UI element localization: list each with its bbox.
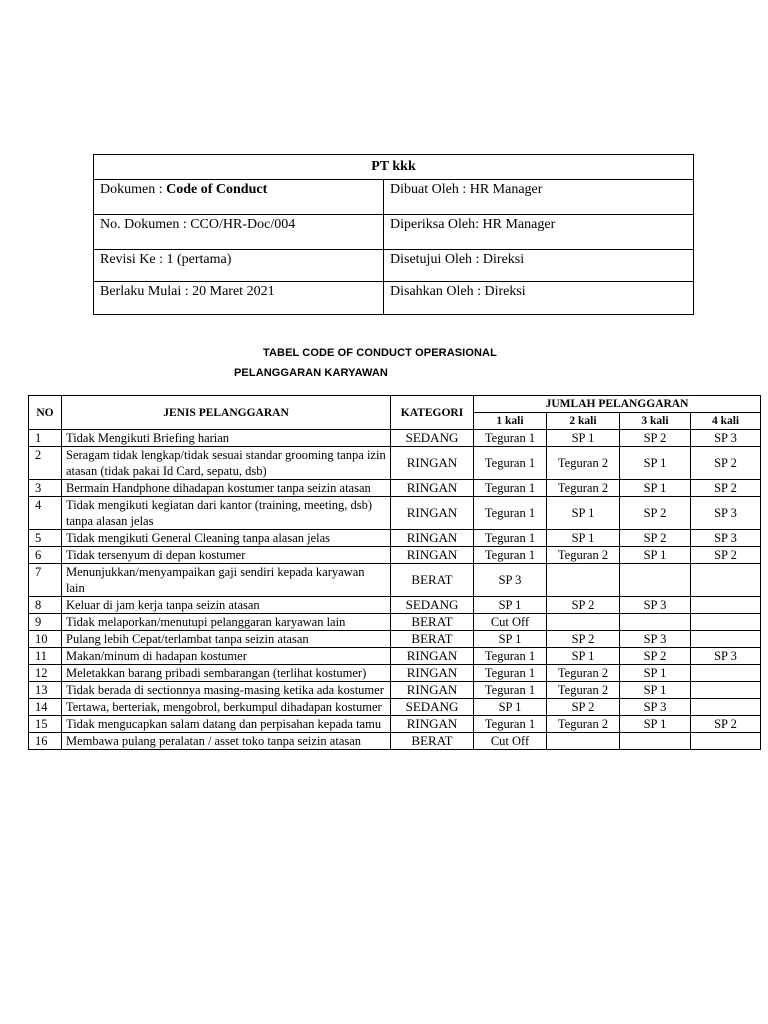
dokumen-label: Dokumen : [100,182,167,197]
table-row [29,480,761,497]
row-kategori: RINGAN [391,497,474,530]
row-number: 10 [29,631,62,648]
row-4-kali: SP 2 [691,547,761,564]
row-jenis-pelanggaran: Makan/minum di hadapan kostumer [62,648,391,665]
disahkan-cell [384,282,694,315]
document-header-table [93,154,694,315]
row-4-kali [691,665,761,682]
row-3-kali: SP 2 [620,430,691,447]
row-number: 11 [29,648,62,665]
row-4-kali [691,733,761,750]
diperiksa-oleh: Diperiksa Oleh: HR Manager [390,217,556,232]
row-number: 5 [29,530,62,547]
table-row [29,631,761,648]
row-3-kali: SP 1 [620,547,691,564]
row-3-kali: SP 3 [620,631,691,648]
row-4-kali: SP 2 [691,716,761,733]
row-3-kali: SP 2 [620,530,691,547]
row-2-kali: Teguran 2 [547,480,620,497]
row-kategori: BERAT [391,733,474,750]
table-row [29,733,761,750]
row-kategori: RINGAN [391,480,474,497]
row-jenis-pelanggaran: Tidak melaporkan/menutupi pelanggaran karyawan lain [62,614,391,631]
row-3-kali: SP 1 [620,682,691,699]
violations-table [28,395,761,750]
row-1-kali: SP 1 [474,597,547,614]
row-4-kali [691,614,761,631]
row-kategori: RINGAN [391,547,474,564]
row-number: 3 [29,480,62,497]
berlaku-mulai: Berlaku Mulai : 20 Maret 2021 [100,284,275,299]
row-3-kali: SP 1 [620,665,691,682]
dibuat-oleh: Dibuat Oleh : HR Manager [390,182,543,197]
row-4-kali: SP 3 [691,530,761,547]
row-number: 7 [29,564,62,597]
row-2-kali: SP 1 [547,430,620,447]
row-jenis-pelanggaran: Tertawa, berteriak, mengobrol, berkumpul dihadapan kostumer [62,699,391,716]
row-2-kali: SP 1 [547,530,620,547]
berlaku-cell [94,282,384,315]
dokumen-cell [94,180,384,215]
row-jenis-pelanggaran: Tidak mengikuti kegiatan dari kantor (training, meeting, dsb) tanpa alasan jelas [62,497,391,530]
row-2-kali [547,564,620,597]
row-1-kali: Teguran 1 [474,648,547,665]
row-jenis-pelanggaran: Menunjukkan/menyampaikan gaji sendiri kepada karyawan lain [62,564,391,597]
row-1-kali: Teguran 1 [474,716,547,733]
violations-table-body [29,430,761,750]
table-row [29,497,761,530]
row-2-kali: SP 2 [547,699,620,716]
row-4-kali: SP 2 [691,480,761,497]
row-2-kali [547,733,620,750]
row-kategori: RINGAN [391,447,474,480]
row-3-kali: SP 2 [620,497,691,530]
row-3-kali: SP 3 [620,699,691,716]
row-4-kali: SP 3 [691,497,761,530]
row-number: 14 [29,699,62,716]
row-jenis-pelanggaran: Seragam tidak lengkap/tidak sesuai standar grooming tanpa izin atasan (tidak pakai Id Card, sepatu, dsb) [62,447,391,480]
row-1-kali: Teguran 1 [474,682,547,699]
row-2-kali: SP 1 [547,497,620,530]
row-1-kali: Teguran 1 [474,547,547,564]
table-row [29,430,761,447]
diperiksa-cell [384,215,694,250]
row-kategori: BERAT [391,614,474,631]
dibuat-cell [384,180,694,215]
row-jenis-pelanggaran: Tidak mengucapkan salam datang dan perpisahan kepada tamu [62,716,391,733]
row-number: 8 [29,597,62,614]
row-2-kali: SP 2 [547,631,620,648]
header-jumlah-pelanggaran: JUMLAH PELANGGARAN [474,396,761,413]
revisi-ke: Revisi Ke : 1 (pertama) [100,252,232,267]
row-kategori: SEDANG [391,430,474,447]
table-row [29,716,761,733]
row-2-kali: SP 2 [547,597,620,614]
row-1-kali: Teguran 1 [474,530,547,547]
row-kategori: BERAT [391,631,474,648]
disetujui-cell [384,250,694,282]
header-3-kali: 3 kali [620,413,691,430]
row-4-kali [691,699,761,716]
row-kategori: RINGAN [391,682,474,699]
row-jenis-pelanggaran: Bermain Handphone dihadapan kostumer tanpa seizin atasan [62,480,391,497]
row-1-kali: Teguran 1 [474,447,547,480]
row-4-kali: SP 3 [691,430,761,447]
header-jenis-pelanggaran: JENIS PELANGGARAN [62,396,391,430]
row-1-kali: SP 1 [474,631,547,648]
row-number: 6 [29,547,62,564]
row-3-kali: SP 3 [620,597,691,614]
header-4-kali: 4 kali [691,413,761,430]
table-row [29,447,761,480]
row-kategori: RINGAN [391,530,474,547]
row-4-kali [691,631,761,648]
row-jenis-pelanggaran: Keluar di jam kerja tanpa seizin atasan [62,597,391,614]
row-number: 13 [29,682,62,699]
row-number: 15 [29,716,62,733]
row-number: 9 [29,614,62,631]
row-kategori: RINGAN [391,648,474,665]
row-4-kali: SP 3 [691,648,761,665]
row-1-kali: SP 3 [474,564,547,597]
row-jenis-pelanggaran: Tidak mengikuti General Cleaning tanpa alasan jelas [62,530,391,547]
header-1-kali: 1 kali [474,413,547,430]
row-2-kali: Teguran 2 [547,716,620,733]
row-4-kali: SP 2 [691,447,761,480]
row-3-kali: SP 2 [620,648,691,665]
header-2-kali: 2 kali [547,413,620,430]
row-3-kali [620,564,691,597]
row-number: 16 [29,733,62,750]
row-2-kali [547,614,620,631]
table-row [29,682,761,699]
row-kategori: BERAT [391,564,474,597]
row-1-kali: Teguran 1 [474,665,547,682]
row-kategori: RINGAN [391,665,474,682]
disetujui-oleh: Disetujui Oleh : Direksi [390,252,525,267]
row-1-kali: Teguran 1 [474,430,547,447]
table-row [29,564,761,597]
table-row [29,614,761,631]
row-kategori: SEDANG [391,699,474,716]
company-name: PT kkk [94,155,694,180]
row-3-kali: SP 1 [620,716,691,733]
row-2-kali: Teguran 2 [547,665,620,682]
row-kategori: RINGAN [391,716,474,733]
row-jenis-pelanggaran: Pulang lebih Cepat/terlambat tanpa seizin atasan [62,631,391,648]
row-number: 4 [29,497,62,530]
row-1-kali: Cut Off [474,614,547,631]
no-dokumen-cell [94,215,384,250]
row-number: 12 [29,665,62,682]
revisi-cell [94,250,384,282]
table-row [29,530,761,547]
row-jenis-pelanggaran: Tidak tersenyum di depan kostumer [62,547,391,564]
row-1-kali: Teguran 1 [474,480,547,497]
header-kategori: KATEGORI [391,396,474,430]
row-number: 1 [29,430,62,447]
row-2-kali: Teguran 2 [547,682,620,699]
dokumen-value: Code of Conduct [166,182,268,197]
row-3-kali: SP 1 [620,447,691,480]
row-jenis-pelanggaran: Tidak Mengikuti Briefing harian [62,430,391,447]
row-1-kali: Teguran 1 [474,497,547,530]
row-number: 2 [29,447,62,480]
row-jenis-pelanggaran: Tidak berada di sectionnya masing-masing ketika ada kostumer [62,682,391,699]
table-row [29,699,761,716]
table-title-line-2: PELANGGARAN KARYAWAN [234,367,388,379]
table-row [29,648,761,665]
row-2-kali: Teguran 2 [547,547,620,564]
disahkan-oleh: Disahkan Oleh : Direksi [390,284,526,299]
row-3-kali: SP 1 [620,480,691,497]
row-jenis-pelanggaran: Membawa pulang peralatan / asset toko tanpa seizin atasan [62,733,391,750]
no-dokumen: No. Dokumen : CCO/HR-Doc/004 [100,217,296,232]
row-1-kali: Cut Off [474,733,547,750]
row-4-kali [691,597,761,614]
row-4-kali [691,682,761,699]
row-3-kali [620,614,691,631]
row-2-kali: SP 1 [547,648,620,665]
row-jenis-pelanggaran: Meletakkan barang pribadi sembarangan (terlihat kostumer) [62,665,391,682]
row-1-kali: SP 1 [474,699,547,716]
row-3-kali [620,733,691,750]
header-no: NO [29,396,62,430]
table-title-line-1: TABEL CODE OF CONDUCT OPERASIONAL [263,347,497,359]
row-4-kali [691,564,761,597]
table-row [29,547,761,564]
table-row [29,665,761,682]
table-row [29,597,761,614]
row-kategori: SEDANG [391,597,474,614]
row-2-kali: Teguran 2 [547,447,620,480]
